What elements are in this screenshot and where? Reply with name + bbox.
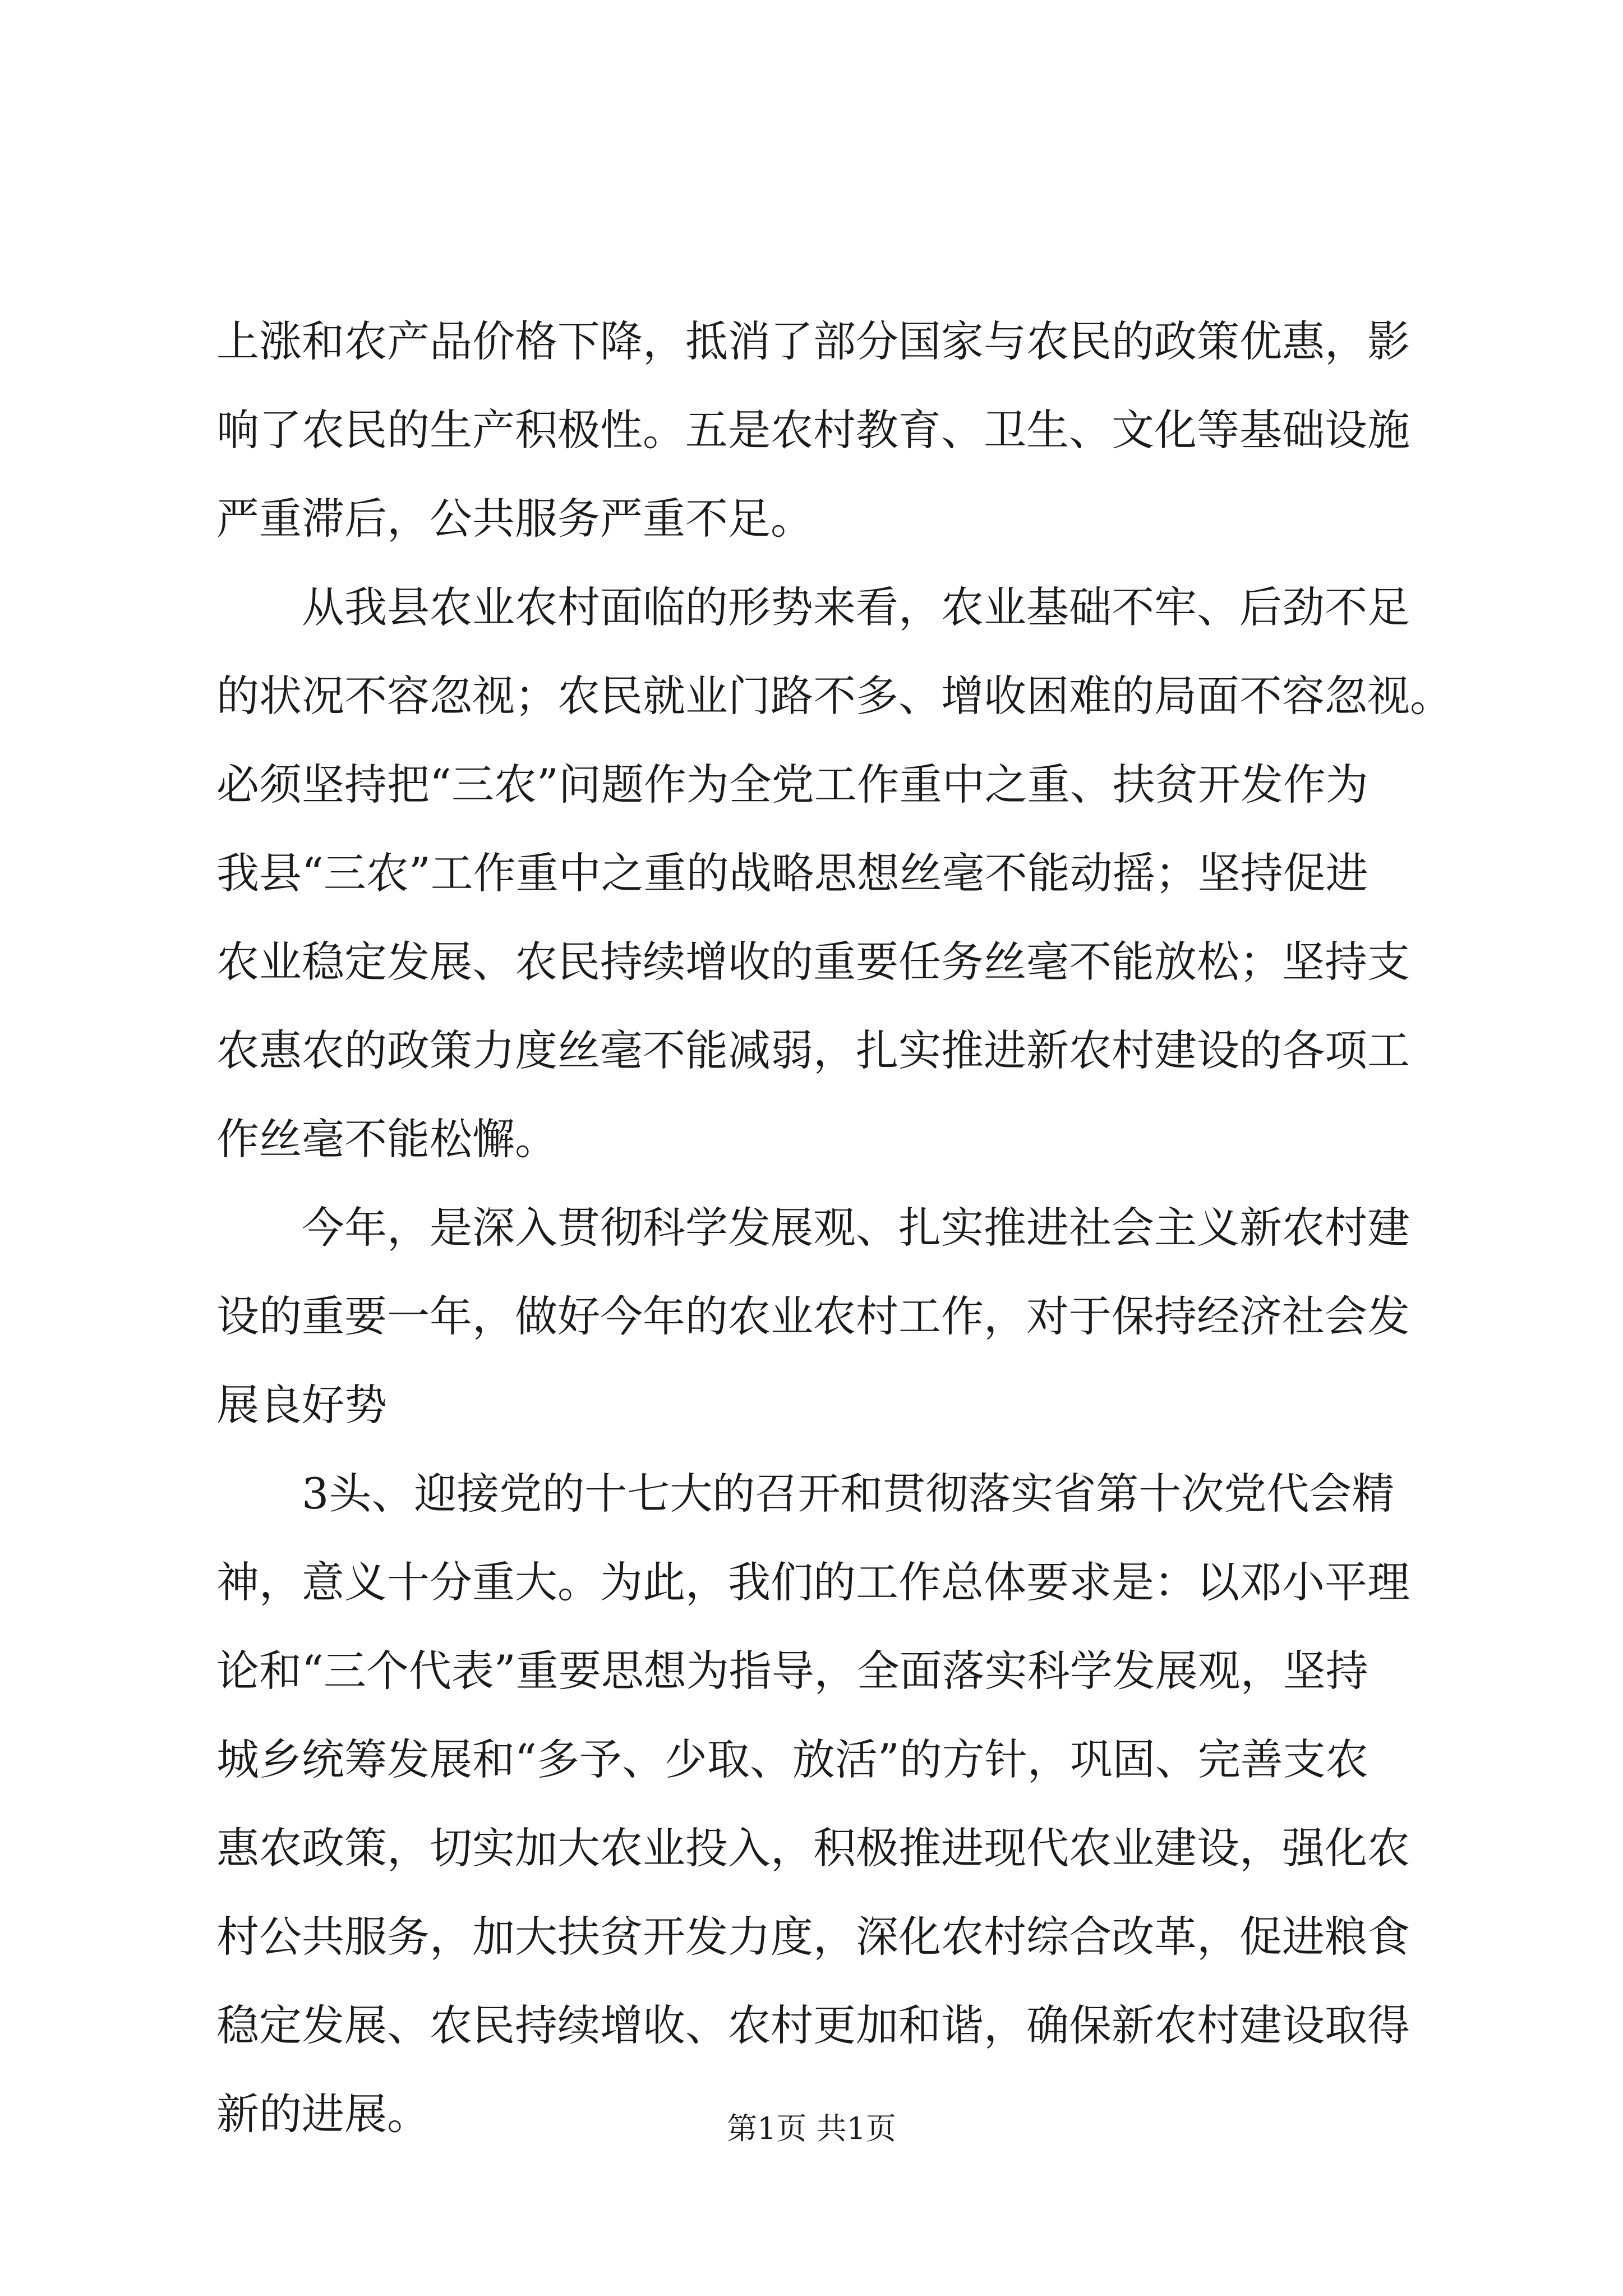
paragraph-4: [216, 1450, 1422, 2159]
text-line: 农业稳定发展、农民持续增收的重要任务丝毫不能放松；坚持支: [216, 937, 1410, 987]
text-line: 论和“三个代表”重要思想为指导，全面落实科学发展观，坚持: [216, 1646, 1368, 1696]
document-body: [216, 297, 1453, 2159]
text-line: 作丝毫不能松懈。: [216, 1114, 557, 1164]
text-line: 的状况不容忽视；农民就业门路不多、增收困难的局面不容忽视。: [216, 671, 1453, 721]
text-line: 我县“三农”工作重中之重的战略思想丝毫不能动摇；坚持促进: [216, 848, 1368, 898]
text-line: 从我县农业农村面临的形势来看，农业基础不牢、后劲不足: [302, 582, 1410, 632]
text-line: 3头、迎接党的十七大的召开和贯彻落实省第十次党代会精: [302, 1469, 1395, 1519]
text-line: 村公共服务，加大扶贫开发力度，深化农村综合改革，促进粮食: [216, 1912, 1410, 1962]
paragraph-3: [216, 1184, 1422, 1450]
text-line: 上涨和农产品价格下降，抵消了部分国家与农民的政策优惠，影: [216, 316, 1410, 366]
text-line: 城乡统筹发展和“多予、少取、放活”的方针，巩固、完善支农: [216, 1734, 1368, 1784]
text-line: 设的重要一年，做好今年的农业农村工作，对于保持经济社会发: [216, 1291, 1410, 1341]
text-line: 响了农民的生产积极性。五是农村教育、卫生、文化等基础设施: [216, 405, 1410, 455]
text-line: 必须坚持把“三农”问题作为全党工作重中之重、扶贫开发作为: [216, 760, 1368, 809]
text-line: 稳定发展、农民持续增收、农村更加和谐，确保新农村建设取得: [216, 2000, 1410, 2050]
text-line: 惠农政策，切实加大农业投入，积极推进现代农业建设，强化农: [216, 1823, 1410, 1873]
paragraph-1: [216, 297, 1422, 563]
page-footer: 第1页 共1页: [727, 2111, 896, 2146]
text-line: 农惠农的政策力度丝毫不能减弱，扎实推进新农村建设的各项工: [216, 1025, 1410, 1075]
paragraph-2: [216, 563, 1453, 1184]
text-line: 神，意义十分重大。为此，我们的工作总体要求是：以邓小平理: [216, 1557, 1410, 1607]
text-line: 展良好势: [216, 1380, 387, 1430]
text-line: 今年，是深入贯彻科学发展观、扎实推进社会主义新农村建: [302, 1203, 1410, 1253]
text-line: 新的进展。: [216, 2089, 430, 2139]
text-line: 严重滞后，公共服务严重不足。: [216, 494, 813, 544]
